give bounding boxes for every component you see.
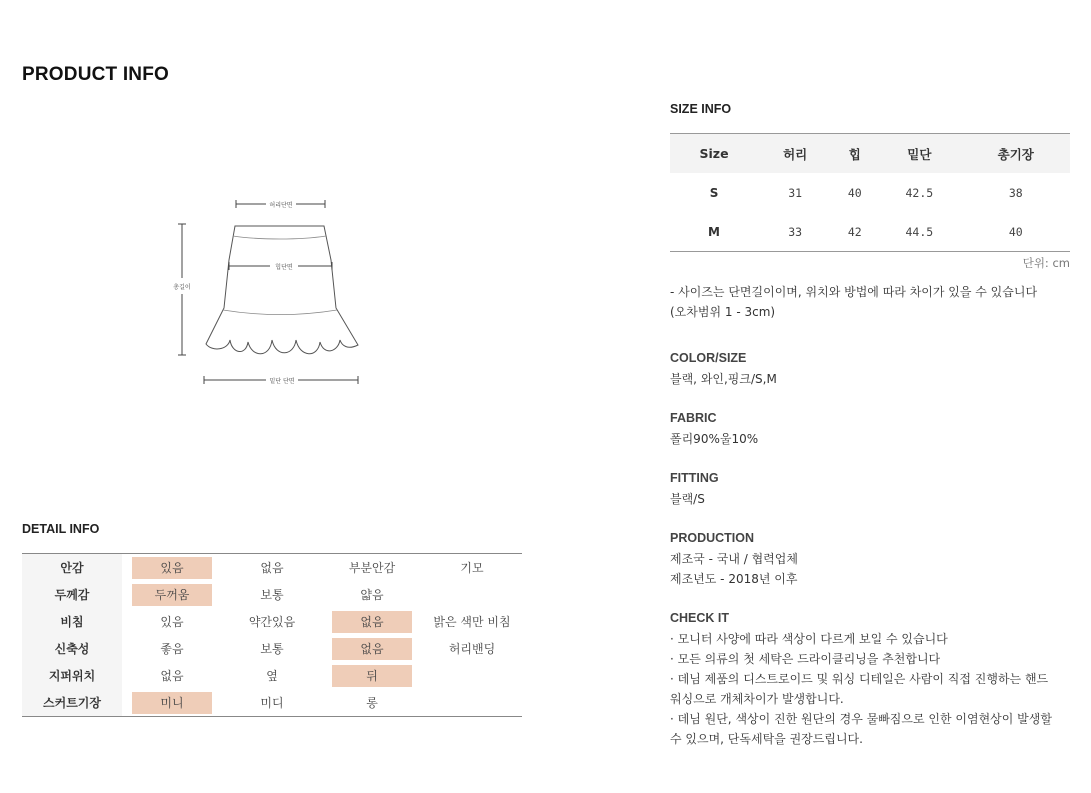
fitting-text: 블랙/S — [670, 492, 705, 506]
detail-option-cell — [322, 608, 422, 635]
size-cell: S — [709, 185, 719, 200]
check-it-line: 워싱으로 개체차이가 발생합니다. — [670, 692, 844, 706]
production-text — [670, 549, 798, 589]
detail-option: 약간있음 — [248, 614, 296, 629]
detail-option-cell — [322, 554, 422, 582]
detail-row — [22, 662, 522, 689]
detail-option-cell — [222, 635, 322, 662]
detail-option-cell — [422, 608, 522, 635]
detail-option: 얇음 — [360, 587, 384, 602]
detail-option-cell — [422, 554, 522, 582]
detail-option: 밝은 색만 비침 — [433, 614, 511, 629]
size-header-cell: 밑단 — [877, 134, 961, 174]
check-it-line: 수 있으며, 단독세탁을 권장드립니다. — [670, 732, 863, 746]
size-info-table — [670, 133, 1070, 252]
color-size-text: 블랙, 와인,핑크/S,M — [670, 372, 777, 386]
size-header-cell: 허리 — [758, 134, 832, 174]
size-header-cell: Size — [670, 134, 758, 174]
detail-option-cell — [222, 689, 322, 717]
detail-option — [432, 582, 512, 604]
detail-option-cell — [322, 662, 422, 689]
check-it-line: · 모니터 사양에 따라 색상이 다르게 보일 수 있습니다 — [670, 632, 948, 646]
detail-option: 미디 — [260, 695, 284, 710]
detail-row-label: 두께감 — [22, 581, 122, 608]
check-it-line: · 데님 원단, 색상이 진한 원단의 경우 물빠짐으로 인한 이염현상이 발생할 — [670, 712, 1052, 726]
detail-option-selected: 미니 — [132, 692, 212, 714]
detail-option-cell — [222, 554, 322, 582]
detail-option-cell — [322, 635, 422, 662]
detail-row — [22, 689, 522, 717]
detail-row-label: 안감 — [22, 554, 122, 582]
detail-option-cell — [222, 581, 322, 608]
size-unit: 단위: cm — [1022, 256, 1070, 270]
size-info-title: SIZE INFO — [670, 102, 732, 116]
fitting-title: FITTING — [670, 471, 719, 485]
detail-option-selected: 있음 — [132, 557, 212, 579]
size-cell: 38 — [1008, 185, 1023, 200]
page-title: PRODUCT INFO — [22, 64, 170, 85]
detail-option: 있음 — [160, 614, 184, 629]
detail-option: 없음 — [260, 560, 284, 575]
detail-option-cell — [322, 689, 422, 717]
detail-option: 보통 — [260, 587, 284, 602]
detail-info-title: DETAIL INFO — [22, 522, 100, 536]
detail-option-selected: 두꺼움 — [132, 584, 212, 606]
size-note-line: - 사이즈는 단면길이이며, 위치와 방법에 따라 차이가 있을 수 있습니다 — [670, 285, 1038, 299]
detail-option: 옆 — [266, 668, 278, 683]
detail-option: 기모 — [460, 560, 484, 575]
detail-option: 좋음 — [160, 641, 184, 656]
production-line: 제조년도 - 2018년 이후 — [670, 572, 798, 586]
size-note-line: (오차범위 1 - 3cm) — [670, 305, 776, 319]
size-cell: 33 — [788, 224, 803, 239]
color-size-title: COLOR/SIZE — [670, 351, 747, 365]
check-it-line: · 데님 제품의 디스트로이드 및 워싱 디테일은 사람이 직접 진행하는 핸드 — [670, 672, 1049, 686]
size-row — [670, 212, 1070, 252]
detail-option: 롱 — [366, 695, 378, 710]
detail-option — [432, 663, 512, 685]
size-header-row — [670, 134, 1070, 174]
detail-option-cell — [122, 635, 222, 662]
detail-option-cell — [422, 635, 522, 662]
check-it-title: CHECK IT — [670, 611, 730, 625]
detail-option-cell — [422, 662, 522, 689]
skirt-outline — [206, 226, 358, 354]
length-label: 총길이 — [173, 284, 191, 291]
detail-option-cell — [122, 689, 222, 717]
detail-row-label: 신축성 — [22, 635, 122, 662]
detail-option-cell — [222, 662, 322, 689]
detail-row-label: 지퍼위치 — [22, 662, 122, 689]
detail-row — [22, 635, 522, 662]
detail-option: 보통 — [260, 641, 284, 656]
detail-option-cell — [122, 581, 222, 608]
size-cell: M — [708, 224, 720, 239]
production-line: 제조국 - 국내 / 협력업체 — [670, 552, 798, 566]
size-row — [670, 173, 1070, 212]
detail-option — [432, 690, 512, 712]
detail-option-selected: 뒤 — [332, 665, 412, 687]
detail-option-cell — [122, 662, 222, 689]
size-header-cell: 힙 — [832, 134, 877, 174]
fabric-text: 폴리90%울10% — [670, 432, 759, 446]
skirt-measurement-diagram — [160, 190, 380, 395]
hem-label: 밑단 단면 — [269, 378, 295, 385]
size-cell: 40 — [1008, 224, 1023, 239]
detail-option-cell — [422, 581, 522, 608]
size-cell: 42.5 — [905, 185, 934, 200]
size-cell: 42 — [847, 224, 862, 239]
hip-label: 힙단면 — [275, 264, 293, 271]
detail-option: 없음 — [160, 668, 184, 683]
detail-option: 허리밴딩 — [448, 641, 496, 656]
detail-option: 부분안감 — [348, 560, 396, 575]
detail-row-label: 스커트기장 — [22, 689, 122, 717]
waist-label: 허리단면 — [269, 202, 293, 209]
size-note — [670, 282, 1070, 322]
production-title: PRODUCTION — [670, 531, 755, 545]
detail-option-selected: 없음 — [332, 638, 412, 660]
size-cell: 44.5 — [905, 224, 934, 239]
check-it-list — [670, 629, 1075, 749]
detail-option-cell — [422, 689, 522, 717]
detail-option-cell — [122, 608, 222, 635]
detail-info-table — [22, 553, 522, 717]
fabric-title: FABRIC — [670, 411, 717, 425]
detail-row — [22, 608, 522, 635]
size-header-cell: 총기장 — [961, 134, 1070, 174]
detail-option-cell — [222, 608, 322, 635]
detail-row — [22, 554, 522, 582]
size-cell: 40 — [847, 185, 862, 200]
detail-option-selected: 없음 — [332, 611, 412, 633]
detail-option-cell — [122, 554, 222, 582]
detail-row-label: 비침 — [22, 608, 122, 635]
check-it-line: · 모든 의류의 첫 세탁은 드라이클리닝을 추천합니다 — [670, 652, 941, 666]
detail-option-cell — [322, 581, 422, 608]
detail-row — [22, 581, 522, 608]
size-cell: 31 — [788, 185, 803, 200]
